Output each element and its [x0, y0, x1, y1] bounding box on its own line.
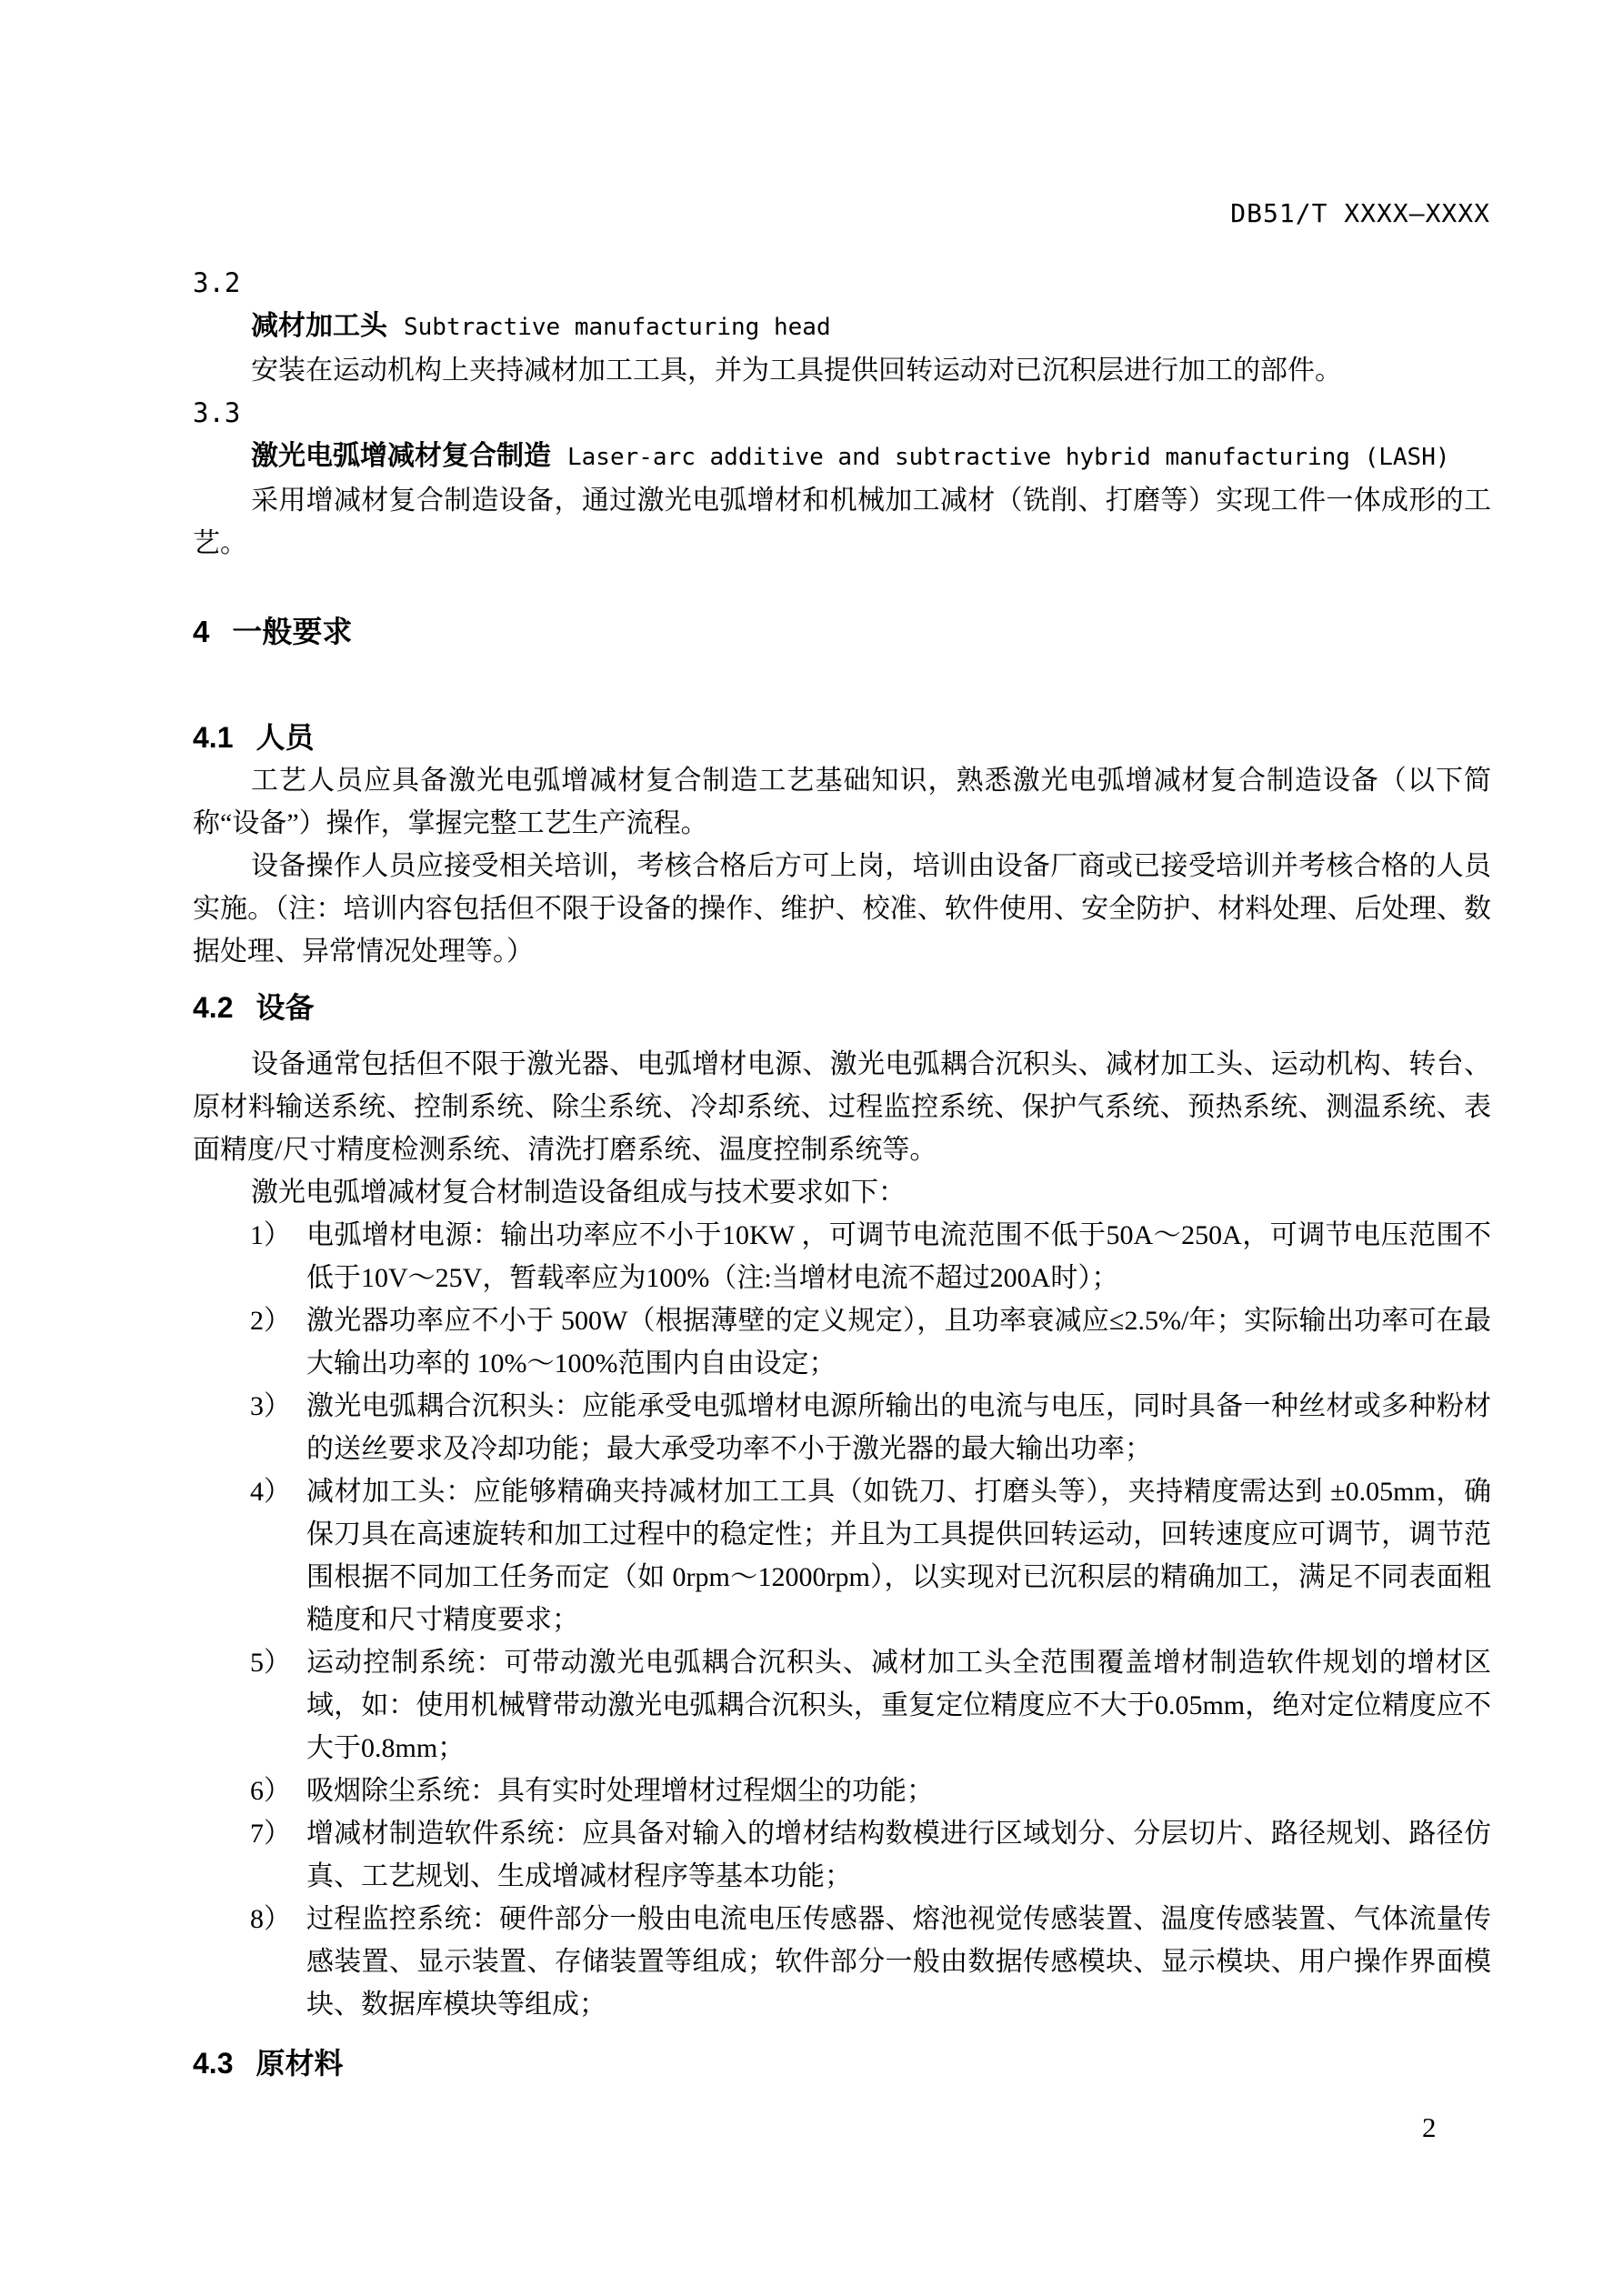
- clause-number-3-2: 3.2: [193, 267, 241, 298]
- requirement-number-5: 5）: [250, 1648, 291, 1678]
- requirement-text-6: 吸烟除尘系统：具有实时处理增材过程烟尘的功能；: [306, 1776, 934, 1806]
- page-content: [193, 0, 1491, 2085]
- section-4-2-heading: [193, 987, 1491, 1029]
- term-zh-3-2: 减材加工头: [251, 311, 387, 341]
- requirement-item-6: [193, 1770, 1491, 1812]
- requirement-number-4: 4）: [250, 1477, 291, 1507]
- requirement-item-2: [193, 1299, 1491, 1385]
- requirement-text-4: 减材加工头：应能够精确夹持减材加工工具（如铣刀、打磨头等），夹持精度需达到 ±0.05mm，确保刀具在高速旋转和加工过程中的稳定性；并且为工具提供回转运动，回转速度应可调节，调节范围根据不同加工任务而定（如 0rpm～12000rpm），以实现对已沉积层的精确加工，满足不同表面粗糙度和尺寸精度要求；: [306, 1477, 1491, 1635]
- requirement-item-3: [193, 1385, 1491, 1470]
- requirement-text-1: 电弧增材电源：输出功率应不小于10KW ，可调节电流范围不低于50A～250A，可调节电压范围不低于10V～25V，暂载率应为100%（注:当增材电流不超过200A时）；: [306, 1220, 1491, 1293]
- term-definition-3-2: 安装在运动机构上夹持减材加工工具，并为工具提供回转运动对已沉积层进行加工的部件。: [251, 356, 1342, 386]
- clause-number-3-3: 3.3: [193, 397, 241, 428]
- requirement-text-7: 增减材制造软件系统：应具备对输入的增材结构数模进行区域划分、分层切片、路径规划、路径仿真、工艺规划、生成增减材程序等基本功能；: [306, 1819, 1491, 1891]
- requirement-item-7: [193, 1812, 1491, 1898]
- term-en-3-2: Subtractive manufacturing head: [404, 314, 831, 341]
- section-4-2-title: 设备: [255, 991, 315, 1024]
- term-zh-3-3: 激光电弧增减材复合制造: [251, 441, 551, 471]
- section-4-1-title: 人员: [255, 721, 315, 754]
- section-4-2-lead-in: 激光电弧增减材复合材制造设备组成与技术要求如下：: [251, 1178, 906, 1208]
- section-4-3-number: 4.3: [193, 2047, 234, 2080]
- chapter-4-heading: [193, 610, 1491, 653]
- doc-code-header: DB51/T XXXX—XXXX: [1230, 198, 1490, 228]
- section-4-2-number: 4.2: [193, 991, 234, 1024]
- requirement-item-1: [193, 1214, 1491, 1299]
- requirement-number-8: 8）: [250, 1904, 291, 1934]
- requirement-text-2: 激光器功率应不小于 500W（根据薄壁的定义规定），且功率衰减应≤2.5%/年；实际输出功率可在最大输出功率的 10%～100%范围内自由设定；: [306, 1306, 1491, 1379]
- term-heading-3-2: [193, 305, 1491, 349]
- section-4-1-paragraph-2: 设备操作人员应接受相关培训，考核合格后方可上岗，培训由设备厂商或已接受培训并考核合格的人员实施。（注：培训内容包括但不限于设备的操作、维护、校准、软件使用、安全防护、材料处理、后处理、数据处理、异常情况处理等。）: [193, 851, 1491, 967]
- requirement-text-3: 激光电弧耦合沉积头：应能承受电弧增材电源所输出的电流与电压，同时具备一种丝材或多种粉材的送丝要求及冷却功能；最大承受功率不小于激光器的最大输出功率；: [306, 1391, 1491, 1464]
- page-number: 2: [1422, 2111, 1437, 2143]
- requirement-item-8: [193, 1898, 1491, 2026]
- requirement-text-5: 运动控制系统：可带动激光电弧耦合沉积头、减材加工头全范围覆盖增材制造软件规划的增材区域，如：使用机械臂带动激光电弧耦合沉积头，重复定位精度应不大于0.05mm，绝对定位精度应不大于0.8mm；: [306, 1648, 1491, 1763]
- section-4-2-intro-paragraph: 设备通常包括但不限于激光器、电弧增材电源、激光电弧耦合沉积头、减材加工头、运动机构、转台、原材料输送系统、控制系统、除尘系统、冷却系统、过程监控系统、保护气系统、预热系统、测温系统、表面精度/尺寸精度检测系统、清洗打磨系统、温度控制系统等。: [193, 1049, 1491, 1165]
- section-4-1-paragraph-1: 工艺人员应具备激光电弧增减材复合制造工艺基础知识，熟悉激光电弧增减材复合制造设备（以下简称“设备”）操作，掌握完整工艺生产流程。: [193, 766, 1491, 838]
- section-4-1-heading: [193, 717, 1491, 759]
- chapter-4-title: 一般要求: [232, 615, 353, 648]
- requirement-number-2: 2）: [250, 1306, 291, 1336]
- equipment-requirements-list: [193, 1214, 1491, 2026]
- term-heading-3-3: [193, 435, 1491, 479]
- term-en-3-3: Laser-arc additive and subtractive hybrid manufacturing (LASH): [567, 444, 1450, 471]
- requirement-number-7: 7）: [250, 1819, 291, 1849]
- section-4-1-number: 4.1: [193, 721, 234, 754]
- term-definition-3-3: 采用增减材复合制造设备，通过激光电弧增材和机械加工减材（铣削、打磨等）实现工件一体成形的工艺。: [193, 486, 1491, 558]
- requirement-number-6: 6）: [250, 1776, 291, 1806]
- chapter-4-number: 4: [193, 615, 210, 648]
- requirement-item-4: [193, 1470, 1491, 1641]
- section-4-3-heading: [193, 2042, 1491, 2085]
- section-4-3-title: 原材料: [255, 2047, 344, 2080]
- requirement-number-1: 1）: [250, 1220, 291, 1250]
- requirement-text-8: 过程监控系统：硬件部分一般由电流电压传感器、熔池视觉传感装置、温度传感装置、气体流量传感装置、显示装置、存储装置等组成；软件部分一般由数据传感模块、显示模块、用户操作界面模块、数据库模块等组成；: [306, 1904, 1491, 2020]
- requirement-item-5: [193, 1641, 1491, 1770]
- requirement-number-3: 3）: [250, 1391, 291, 1421]
